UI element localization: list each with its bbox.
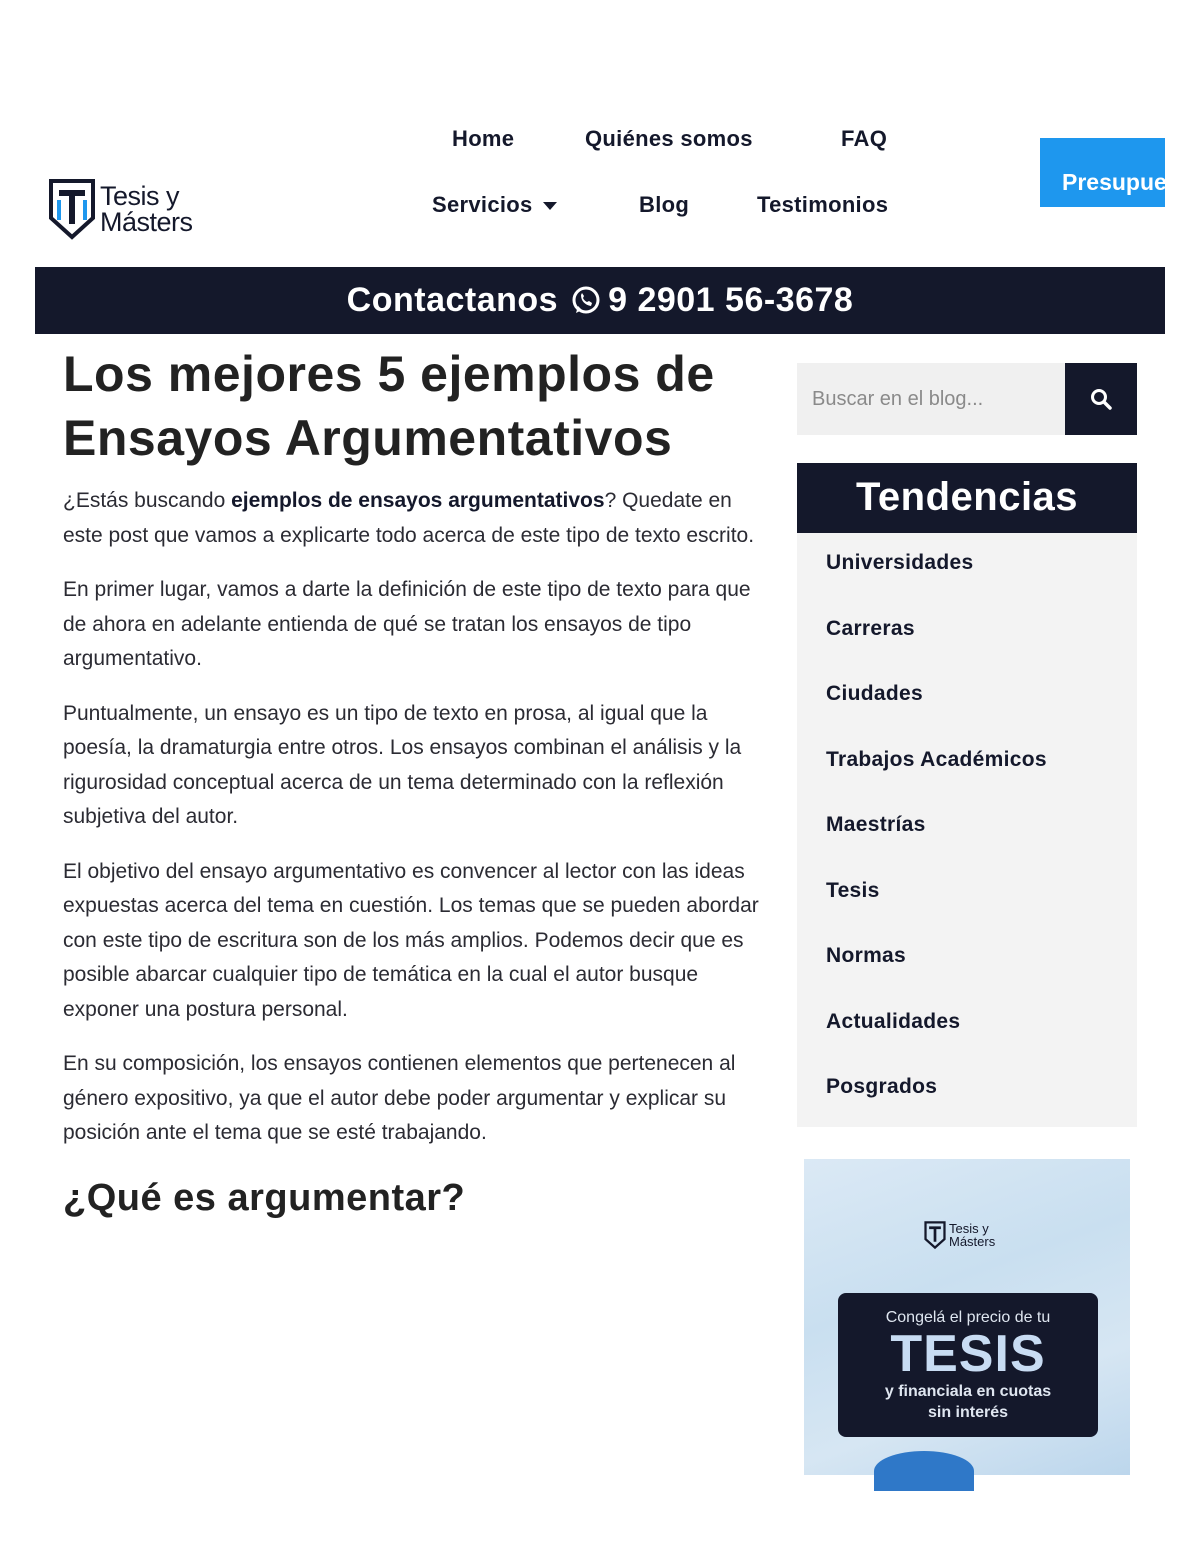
article-paragraph-4: El objetivo del ensayo argumentativo es convencer al lector con las ideas expuestas acerca del tema en cuestión. Los temas que se pueden abordar con este tipo de escritura son de los más amplios. Podemos decir que es posible abarcar cualquier tipo de temática en la cual el autor busque exponer una postura personal.: [63, 859, 759, 1021]
trend-item-ciudades[interactable]: Ciudades: [826, 682, 923, 705]
ad-logo: [924, 1221, 995, 1249]
article-paragraph-5: En su composición, los ensayos contienen elementos que pertenecen al género expositivo, ya que el autor debe poder argumentar y explicar su posición ante el tema que se esté trabajando.: [63, 1052, 736, 1144]
search-input[interactable]: [797, 363, 1065, 435]
chevron-down-icon: [543, 202, 557, 210]
contact-label: Contactanos: [346, 281, 559, 319]
section-heading: ¿Qué es argumentar?: [63, 1176, 466, 1219]
blog-search: [797, 363, 1137, 435]
trend-item-tesis[interactable]: Tesis: [826, 878, 880, 902]
trends-list: [797, 533, 1137, 1127]
article-paragraph-3: Puntualmente, un ensayo es un tipo de texto en prosa, al igual que la poesía, la dramaturgia entre otros. Los ensayos combinan el análisis y la rigurosidad conceptual acerca de un tema determinado con la reflexión subjetiva del autor.: [63, 701, 742, 828]
ad-line-4: sin interés: [927, 1404, 1009, 1421]
article-title: Los mejores 5 ejemplos de Ensayos Argumentativos: [63, 346, 715, 466]
logo-shield-icon: [48, 178, 96, 240]
logo-text: [100, 183, 193, 235]
contact-phone[interactable]: 9 2901 56-3678: [608, 281, 854, 319]
trend-item-carreras[interactable]: Carreras: [826, 616, 915, 640]
nav-servicios-label: Servicios: [432, 192, 533, 217]
p1-bold: ejemplos de ensayos argumentativos: [231, 489, 605, 512]
ad-logo-line-2: Másters: [949, 1234, 996, 1249]
promo-banner[interactable]: [804, 1159, 1130, 1475]
ad-line-1: Congelá el precio de tu: [885, 1309, 1051, 1326]
ad-logo-shield-icon: [924, 1221, 946, 1249]
nav-blog[interactable]: Blog: [639, 192, 690, 217]
p1-pre: ¿Estás buscando: [63, 489, 232, 512]
nav-faq[interactable]: FAQ: [841, 126, 888, 151]
article-paragraph-1: [63, 484, 768, 553]
ad-line-3: y financiala en cuotas: [884, 1383, 1052, 1400]
article-paragraph-2: En primer lugar, vamos a darte la definición de este tipo de texto para que de ahora en adelante entienda de qué se tratan los ensayos de tipo argumentativo.: [63, 578, 751, 670]
article: [63, 342, 768, 1220]
logo-line-2: Másters: [100, 207, 193, 237]
trend-item-normas[interactable]: Normas: [826, 944, 906, 967]
trend-item-posgrados[interactable]: Posgrados: [826, 1075, 938, 1098]
trends-title: Tendencias: [797, 463, 1137, 533]
whatsapp-icon: [570, 285, 602, 317]
trend-item-universidades[interactable]: Universidades: [826, 551, 974, 574]
trend-item-actualidades[interactable]: Actualidades: [826, 1009, 961, 1033]
site-logo[interactable]: [48, 177, 228, 241]
nav-servicios[interactable]: [432, 192, 557, 218]
ad-card: [838, 1293, 1098, 1437]
trend-item-maestrias[interactable]: Maestrías: [826, 813, 926, 836]
ad-line-2: TESIS: [890, 1325, 1046, 1383]
presupuesto-button[interactable]: Presupuesto: [1040, 138, 1165, 207]
ad-decoration: [874, 1451, 974, 1491]
logo-line-1: Tesis y: [100, 181, 180, 211]
search-button[interactable]: [1065, 363, 1137, 435]
search-icon: [1089, 387, 1113, 411]
ad-logo-line-1: Tesis y: [949, 1221, 989, 1236]
trend-item-trabajos-academicos[interactable]: Trabajos Académicos: [826, 747, 1047, 771]
nav-testimonios[interactable]: Testimonios: [757, 192, 889, 217]
nav-quienes-somos[interactable]: Quiénes somos: [585, 126, 753, 151]
contact-bar[interactable]: [35, 267, 1165, 334]
nav-home[interactable]: Home: [452, 126, 515, 151]
p1-post: ? Quedate en este post que vamos a explicarte todo acerca de este tipo de texto escrito.: [63, 489, 755, 547]
